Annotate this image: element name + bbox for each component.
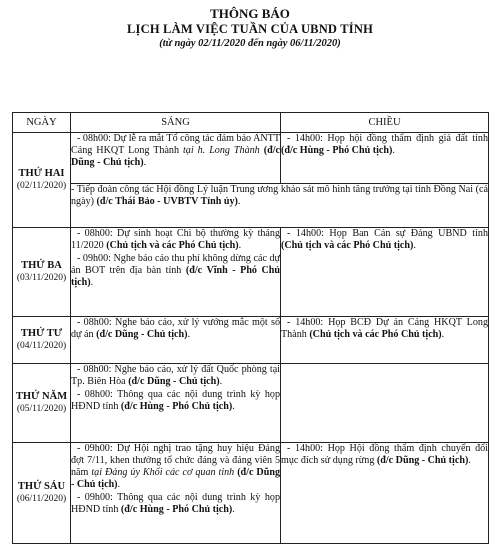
col-header-afternoon: CHIỀU [281, 113, 489, 133]
table-row [13, 133, 489, 184]
notice-subtitle: LỊCH LÀM VIỆC TUẦN CỦA UBND TỈNH [126, 22, 374, 36]
schedule-item: - 08h00: Dự sinh hoạt Chi bộ thường kỳ tháng 11/2020 (Chủ tịch và các Phó Chủ tịch). [71, 228, 280, 252]
schedule-item: - 14h00: Họp Hội đồng thẩm định chuyển đổi mục đích sử dụng rừng (đ/c Dũng - Chủ tịch). [281, 443, 488, 467]
schedule-item: - 08h00: Thông qua các nội dung trình kỳ họp HĐND tỉnh (đ/c Hùng - Phó Chủ tịch). [71, 389, 280, 413]
day-name: THỨ HAI [18, 167, 65, 179]
morning-cell [71, 133, 281, 184]
schedule-item: - 09h00: Dự Hội nghị trao tặng huy hiệu Đảng đợt 7/11, khen thưởng tổ chức đảng và đảng viên 5 năm tại Đảng ủy Khối các cơ quan tỉnh (đ/c Dũng - Chủ tịch). [71, 443, 280, 491]
morning-cell [71, 364, 281, 443]
notice-date-range: (từ ngày 02/11/2020 đến ngày 06/11/2020) [159, 38, 341, 49]
schedule-item: - 08h00: Nghe báo cáo, xử lý đất Quốc phòng tại Tp. Biên Hòa (đ/c Dũng - Chủ tịch). [71, 364, 280, 388]
day-name: THỨ NĂM [15, 390, 68, 402]
day-date: (03/11/2020) [16, 273, 67, 283]
day-cell-wednesday [13, 317, 71, 364]
afternoon-cell [281, 228, 489, 317]
schedule-item: - 08h00: Dự lễ ra mắt Tổ công tác đảm bảo ANTT Cảng HKQT Long Thành tại h. Long Thành (đ/c Dũng - Chủ tịch). [71, 133, 280, 169]
day-cell-monday [13, 133, 71, 228]
afternoon-cell [281, 317, 489, 364]
table-row [13, 364, 489, 443]
morning-cell [71, 317, 281, 364]
morning-cell [71, 443, 281, 544]
day-date: (02/11/2020) [16, 181, 67, 191]
schedule-item: - 14h00: Họp hội đồng thẩm định giá đất tỉnh (đ/c Hùng - Phó Chủ tịch). [281, 133, 488, 157]
schedule-table [12, 112, 489, 544]
col-header-morning: SÁNG [71, 113, 281, 133]
afternoon-cell [281, 443, 489, 544]
day-date: (04/11/2020) [16, 341, 67, 351]
day-cell-friday [13, 443, 71, 544]
afternoon-cell [281, 133, 489, 184]
afternoon-cell [281, 364, 489, 443]
day-cell-tuesday [13, 228, 71, 317]
col-header-day: NGÀY [13, 113, 71, 133]
full-day-cell: - Tiếp đoàn công tác Hội đồng Lý luận Trung ương khảo sát mô hình tăng trưởng tại tỉnh Đồng Nai (cả ngày) (đ/c Thái Bảo - UVBTV Tỉnh ủy). [71, 184, 489, 228]
day-date: (06/11/2020) [16, 494, 67, 504]
day-name: THỨ SÁU [17, 480, 66, 492]
notice-title: THÔNG BÁO [210, 6, 290, 21]
day-date: (05/11/2020) [16, 404, 67, 414]
day-name: THỨ TƯ [20, 327, 63, 339]
table-row [13, 317, 489, 364]
day-cell-thursday [13, 364, 71, 443]
table-header-row [13, 113, 489, 133]
schedule-item: - 14h00: Họp BCĐ Dự án Cảng HKQT Long Thành (Chủ tịch và các Phó Chủ tịch). [281, 317, 488, 341]
table-row [13, 228, 489, 317]
morning-cell [71, 228, 281, 317]
schedule-item: - 14h00: Họp Ban Cán sự Đảng UBND tỉnh (Chủ tịch và các Phó Chủ tịch). [281, 228, 488, 252]
schedule-item: - 09h00: Nghe báo cáo thu phí không dừng các dự án BOT trên địa bàn tỉnh (đ/c Vĩnh - Phó Chủ tịch). [71, 253, 280, 289]
table-row [13, 443, 489, 544]
day-name: THỨ BA [21, 259, 62, 271]
notice-header [0, 0, 500, 50]
schedule-item: - 09h00: Thông qua các nội dung trình kỳ họp HĐND tỉnh (đ/c Hùng - Phó Chủ tịch). [71, 492, 280, 516]
table-row [13, 184, 489, 228]
schedule-item: - 08h00: Nghe báo cáo, xử lý vướng mắc một số dự án (đ/c Dũng - Chủ tịch). [71, 317, 280, 341]
